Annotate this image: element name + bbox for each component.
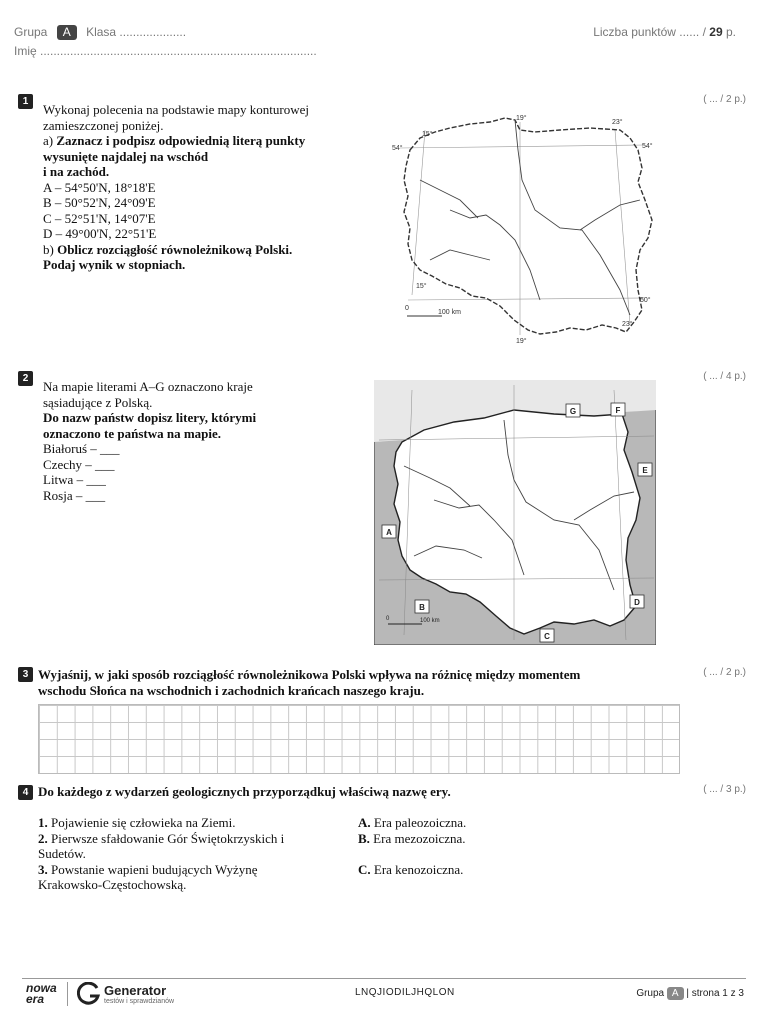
task-3-line: wschodu Słońca na wschodnich i zachodnich krańcach naszego kraju. [38, 682, 425, 698]
logo-line: nowa [26, 981, 57, 995]
task-1-text [43, 102, 309, 273]
part-a-line: Zaznacz i podpisz odpowiednią literą punkty [56, 133, 306, 148]
era-item [358, 815, 466, 831]
task-1-part-a [43, 133, 309, 149]
era-item [358, 862, 466, 878]
nowa-era-logo [26, 983, 57, 1005]
map-letter-a: A [386, 528, 392, 537]
generator-title: Generator [104, 983, 167, 998]
event-text: Pojawienie się człowieka na Ziemi. [51, 815, 236, 830]
generator-subtitle: testów i sprawdzianów [104, 998, 175, 1005]
group-badge: A [57, 25, 77, 40]
map-label: 54° [392, 145, 403, 152]
page-info [636, 987, 744, 1000]
map-letter-f: F [615, 406, 621, 415]
task-2-instruction: Do nazw państw dopisz litery, którymi [43, 410, 257, 425]
era-name: Era mezozoiczna. [373, 830, 466, 846]
event-item [38, 815, 284, 831]
test-code: LNQJIODILJHQLON [355, 987, 455, 998]
map-label: 15° [422, 131, 433, 138]
task-4-number: 4 [18, 785, 33, 800]
era-item [358, 831, 466, 847]
map-label: 15° [416, 283, 427, 290]
task-2-number: 2 [18, 371, 33, 386]
generator-brand [104, 983, 174, 1005]
map-letter-b: B [419, 603, 425, 612]
coord-c: C – 52°51'N, 14°07'E [43, 210, 156, 226]
event-text: Powstanie wapieni budujących Wyżynę [51, 861, 258, 877]
logo-line: era [26, 992, 45, 1006]
total-points-label: Liczba punktów ...... / [593, 25, 706, 39]
map-label: 23° [622, 321, 633, 328]
task-2-text [43, 379, 256, 503]
map-label: 23° [612, 119, 623, 126]
event-number: 3. [38, 861, 48, 877]
answer-czechy: Czechy – ___ [43, 456, 115, 472]
task-1-number: 1 [18, 94, 33, 109]
task-3-number: 3 [18, 667, 33, 682]
map-label: 19° [516, 338, 527, 345]
page-number: | strona 1 z 3 [686, 988, 744, 999]
task-3-points: ( ... / 2 p.) [703, 667, 746, 678]
task-2-instruction: oznaczono te państwa na mapie. [43, 425, 222, 441]
name-field: Imię ................................................................................... [14, 44, 317, 58]
event-number: 1. [38, 815, 48, 830]
scale-0: 0 [386, 616, 390, 622]
answer-bialorus: Białoruś – ___ [43, 441, 120, 456]
event-text: Krakowsko-Częstochowską. [38, 877, 187, 892]
map-letter-d: D [634, 598, 640, 607]
task-3-text [38, 667, 580, 698]
map-letter-c: C [544, 632, 550, 641]
era-letter: A. [358, 815, 371, 830]
task-2-line: sąsiadujące z Polską. [43, 394, 153, 410]
part-a-line: i na zachód. [43, 164, 110, 179]
task-4-points: ( ... / 3 p.) [703, 784, 746, 795]
part-a-line: wysunięte najdalej na wschód [43, 148, 209, 164]
map-letter-e: E [642, 466, 648, 475]
event-item [38, 831, 284, 847]
task-1-part-b [43, 242, 309, 258]
generator-logo-icon [77, 982, 101, 1006]
neighbours-map [374, 380, 656, 645]
era-letter: B. [358, 830, 370, 846]
answer-litwa: Litwa – ___ [43, 472, 106, 487]
task-2-points: ( ... / 4 p.) [703, 371, 746, 382]
answer-rosja: Rosja – ___ [43, 487, 106, 503]
era-letter: C. [358, 861, 371, 877]
task-1-line: zamieszczonej poniżej. [43, 117, 164, 133]
eras-list [358, 815, 466, 877]
footer-divider [22, 978, 746, 979]
group-label: Grupa [14, 25, 48, 39]
event-text: Pierwsze sfałdowanie Gór Świętokrzyskich i [51, 830, 285, 846]
event-number: 2. [38, 830, 48, 846]
scale-0: 0 [405, 305, 409, 312]
scale-100: 100 km [438, 309, 461, 316]
footer-group-badge: A [667, 987, 684, 1000]
map-label: 54° [642, 143, 653, 150]
event-text: Sudetów. [38, 846, 86, 861]
logo-separator [67, 982, 68, 1006]
total-points-unit: p. [725, 25, 736, 39]
task-3-line: Wyjaśnij, w jaki sposób rozciągłość równoleżnikowa Polski wpływa na różnicę między momentem [38, 667, 581, 682]
task-4-title: Do każdego z wydarzeń geologicznych przyporządkuj właściwą nazwę ery. [38, 784, 451, 799]
events-list [38, 815, 284, 893]
era-name: Era kenozoiczna. [373, 861, 464, 877]
event-item [38, 862, 284, 878]
map-letter-g: G [569, 407, 577, 416]
map-label: 19° [516, 115, 527, 122]
part-b-prefix: b) [43, 241, 58, 257]
coord-d: D – 49°00'N, 22°51'E [43, 226, 157, 241]
map-label: 50° [640, 297, 651, 304]
coord-a: A – 54°50'N, 18°18'E [43, 179, 156, 195]
total-points-value: 29 [709, 25, 723, 39]
task-1-points: ( ... / 2 p.) [703, 94, 746, 105]
era-name: Era paleozoiczna. [373, 815, 467, 830]
class-field: Klasa .................... [86, 25, 187, 39]
scale-100: 100 km [420, 618, 440, 624]
total-points [593, 25, 736, 39]
coord-b: B – 50°52'N, 24°09'E [43, 195, 156, 210]
answer-grid[interactable] [38, 704, 680, 774]
footer-group-label: Grupa [636, 988, 665, 999]
part-b-line: Podaj wynik w stopniach. [43, 257, 186, 272]
part-b-line: Oblicz rozciągłość równoleżnikową Polski. [57, 241, 293, 257]
header-group-row [14, 25, 186, 40]
part-a-prefix: a) [43, 133, 57, 148]
task-2-line: Na mapie literami A–G oznaczono kraje [43, 379, 253, 394]
task-1-line: Wykonaj polecenia na podstawie mapy konturowej [43, 102, 309, 117]
contour-map-poland [390, 110, 660, 345]
